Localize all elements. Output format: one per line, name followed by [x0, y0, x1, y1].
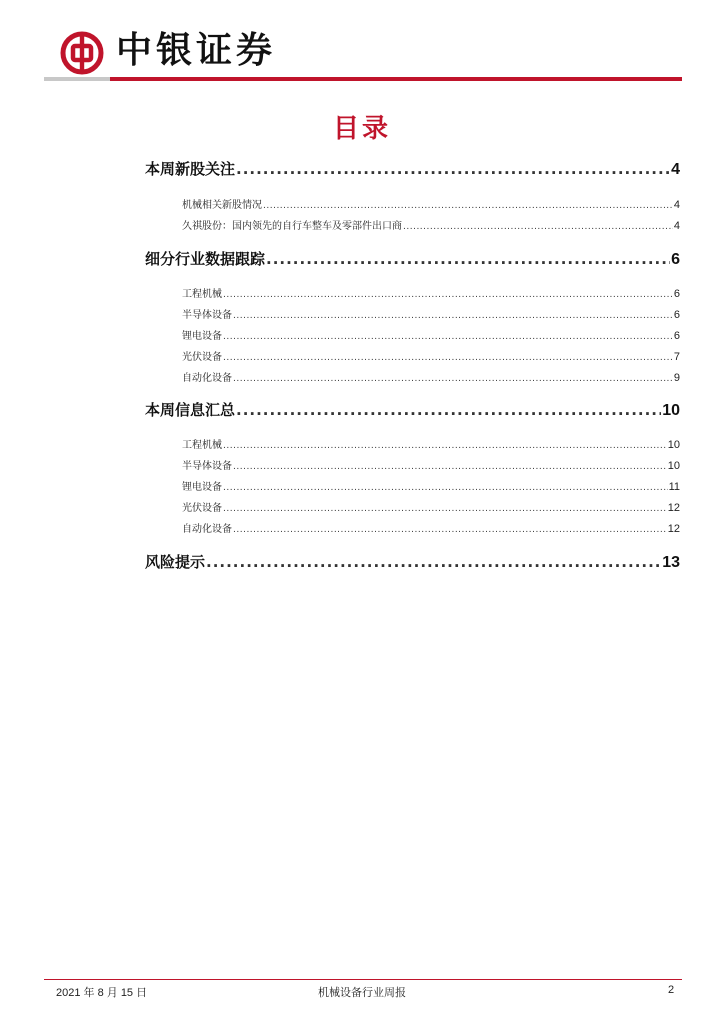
toc-entry[interactable] [145, 158, 680, 179]
toc-entry-label: 细分行业数据跟踪 [145, 250, 266, 268]
brand-name: 中银证券 [116, 29, 277, 71]
toc-entry[interactable] [182, 285, 680, 300]
toc-leader-dots [236, 160, 670, 178]
toc-entry-page: 10 [667, 460, 680, 472]
toc-title: 目录 [332, 114, 391, 144]
toc-entry-page: 13 [662, 554, 680, 571]
toc-leader-dots [223, 483, 668, 493]
toc-entry[interactable] [182, 499, 680, 514]
toc-entry-page: 11 [668, 481, 680, 493]
toc-leader-dots [236, 401, 661, 419]
toc-entry[interactable] [145, 399, 680, 420]
toc-entry-label: 风险提示 [145, 553, 206, 571]
toc-entry-label: 机械相关新股情况 [182, 200, 262, 211]
toc-entry[interactable] [145, 551, 680, 572]
toc-entry[interactable] [182, 306, 680, 321]
toc-entry[interactable] [182, 457, 680, 472]
toc-leader-dots [206, 553, 661, 571]
header-rule-grey [44, 77, 110, 81]
toc-entry[interactable] [182, 327, 680, 342]
toc-entry[interactable] [182, 348, 680, 363]
toc-leader-dots [233, 311, 673, 321]
toc-entry-page: 10 [667, 439, 680, 451]
toc-entry-page: 4 [671, 161, 680, 178]
toc-entry-page: 12 [667, 502, 680, 514]
toc-entry-label: 光伏设备 [182, 352, 222, 363]
toc-leader-dots [266, 250, 670, 268]
toc-leader-dots [233, 374, 673, 384]
toc-entry[interactable] [182, 369, 680, 384]
toc-leader-dots [233, 462, 667, 472]
toc-entry[interactable] [182, 436, 680, 451]
toc-leader-dots [223, 353, 673, 363]
toc-entry-label: 半导体设备 [182, 310, 232, 321]
toc-entry-label: 工程机械 [182, 440, 222, 451]
toc-entry[interactable] [145, 248, 680, 269]
toc-entry-page: 9 [673, 372, 680, 384]
toc-entry-label: 久祺股份：国内领先的自行车整车及零部件出口商 [182, 221, 402, 232]
toc-entry-page: 4 [673, 220, 680, 232]
footer-date: 2021 年 8 月 15 日 [56, 987, 148, 999]
toc-entry-label: 自动化设备 [182, 373, 232, 384]
bank-of-china-logo-icon [60, 31, 104, 75]
toc-entry[interactable] [182, 520, 680, 535]
toc-entry-label: 光伏设备 [182, 503, 222, 514]
toc-leader-dots [223, 332, 673, 342]
page-header [0, 0, 724, 90]
toc-leader-dots [223, 290, 673, 300]
toc-leader-dots [263, 201, 673, 211]
toc-leader-dots [403, 222, 673, 232]
toc-entry-page: 10 [662, 402, 680, 419]
footer-rule [44, 979, 682, 980]
toc-entry[interactable] [182, 478, 680, 493]
footer-page-number: 2 [668, 984, 675, 996]
header-rule-red [110, 77, 682, 81]
toc-entry-label: 工程机械 [182, 289, 222, 300]
toc-entry-label: 半导体设备 [182, 461, 232, 472]
toc-entry[interactable] [182, 217, 680, 232]
footer-report-title: 机械设备行业周报 [318, 986, 406, 999]
toc-entry-label: 锂电设备 [182, 331, 222, 342]
toc-entry-label: 自动化设备 [182, 524, 232, 535]
toc-entry-page: 6 [673, 309, 680, 321]
toc-leader-dots [223, 441, 667, 451]
toc-entry-page: 6 [673, 288, 680, 300]
toc-leader-dots [233, 525, 667, 535]
toc-entry-page: 7 [673, 351, 680, 363]
toc-entry-page: 6 [673, 330, 680, 342]
toc-entry-label: 本周信息汇总 [145, 401, 236, 419]
toc-entry[interactable] [182, 196, 680, 211]
toc-entry-page: 6 [671, 251, 680, 268]
toc-entry-label: 本周新股关注 [145, 160, 236, 178]
toc-entry-page: 12 [667, 523, 680, 535]
toc-leader-dots [223, 504, 667, 514]
toc-entry-page: 4 [673, 199, 680, 211]
toc-entry-label: 锂电设备 [182, 482, 222, 493]
